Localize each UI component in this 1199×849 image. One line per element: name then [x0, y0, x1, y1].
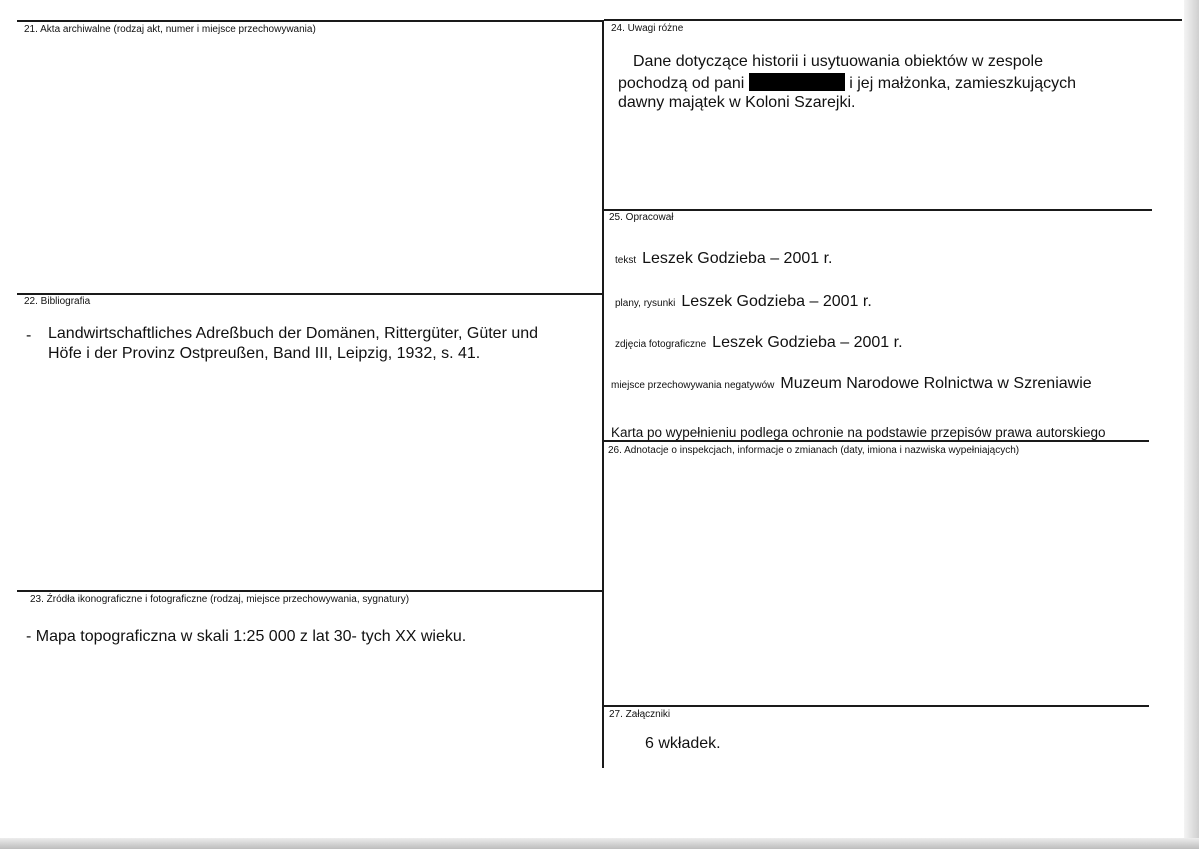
uwagi-line-2-start: pochodzą od pani — [618, 75, 745, 92]
scan-edge-right — [1184, 0, 1199, 849]
bibliografia-line-1: Landwirtschaftliches Adreßbuch der Domänen, Rittergüter, Güter und — [48, 325, 539, 342]
row-zdjecia-caption: zdjęcia fotograficzne — [615, 339, 707, 350]
opracowal-row-zdjecia — [615, 333, 903, 355]
zalaczniki-label: 27. Załączniki — [609, 709, 671, 720]
row-zdjecia-value: Leszek Godzieba – 2001 r. — [712, 334, 903, 351]
opracowal-row-negatywy — [611, 374, 1092, 396]
copyright-notice: Karta po wypełnieniu podlega ochronie na podstawie przepisów prawa autorskiego — [611, 425, 1106, 440]
zalaczniki-line-1: 6 wkładek. — [645, 735, 721, 752]
akta-archiwalne-label: 21. Akta archiwalne (rodzaj akt, numer i miejsce przechowywania) — [24, 24, 316, 35]
redaction-box — [749, 73, 845, 91]
zrodla-line-1: - Mapa topograficzna w skali 1:25 000 z lat 30- tych XX wieku. — [26, 628, 467, 645]
row-tekst-value: Leszek Godzieba – 2001 r. — [642, 250, 833, 267]
top-rule-right — [604, 19, 1182, 21]
uwagi-line-2 — [618, 73, 1076, 94]
row-tekst-caption: tekst — [615, 255, 637, 266]
bibliografia-bullet: - — [26, 327, 32, 344]
bibliografia-line-2: Höfe i der Provinz Ostpreußen, Band III, Leipzig, 1932, s. 41. — [48, 345, 481, 362]
uwagi-line-2-end: i jej małżonka, zamieszkujących — [849, 75, 1076, 92]
uwagi-line-1: Dane dotyczące historii i usytuowania obiektów w zespole — [633, 53, 1043, 70]
rule-zrodla — [17, 590, 602, 592]
row-negatywy-caption: miejsce przechowywania negatywów — [611, 380, 775, 391]
uwagi-label: 24. Uwagi różne — [611, 23, 684, 34]
row-plany-value: Leszek Godzieba – 2001 r. — [681, 293, 872, 310]
opracowal-row-tekst — [615, 249, 832, 271]
row-negatywy-value: Muzeum Narodowe Rolnictwa w Szreniawie — [780, 375, 1092, 392]
adnotacje-label: 26. Adnotacje o inspekcjach, informacje o zmianach (daty, imiona i nazwiska wypełniających) — [608, 445, 1020, 456]
bibliografia-label: 22. Bibliografia — [24, 296, 91, 307]
top-rule-left — [17, 20, 602, 22]
rule-zalaczniki — [604, 705, 1149, 707]
uwagi-line-3: dawny majątek w Koloni Szarejki. — [618, 94, 856, 111]
rule-bibliografia — [17, 293, 602, 295]
opracowal-row-plany — [615, 292, 872, 314]
center-divider — [602, 20, 604, 768]
zrodla-label: 23. Źródła ikonograficzne i fotograficzne (rodzaj, miejsce przechowywania, sygnatury) — [30, 594, 410, 605]
rule-opracowal — [604, 209, 1152, 211]
opracowal-label: 25. Opracował — [609, 212, 674, 223]
row-plany-caption: plany, rysunki — [615, 298, 676, 309]
scan-edge-bottom — [0, 838, 1199, 849]
